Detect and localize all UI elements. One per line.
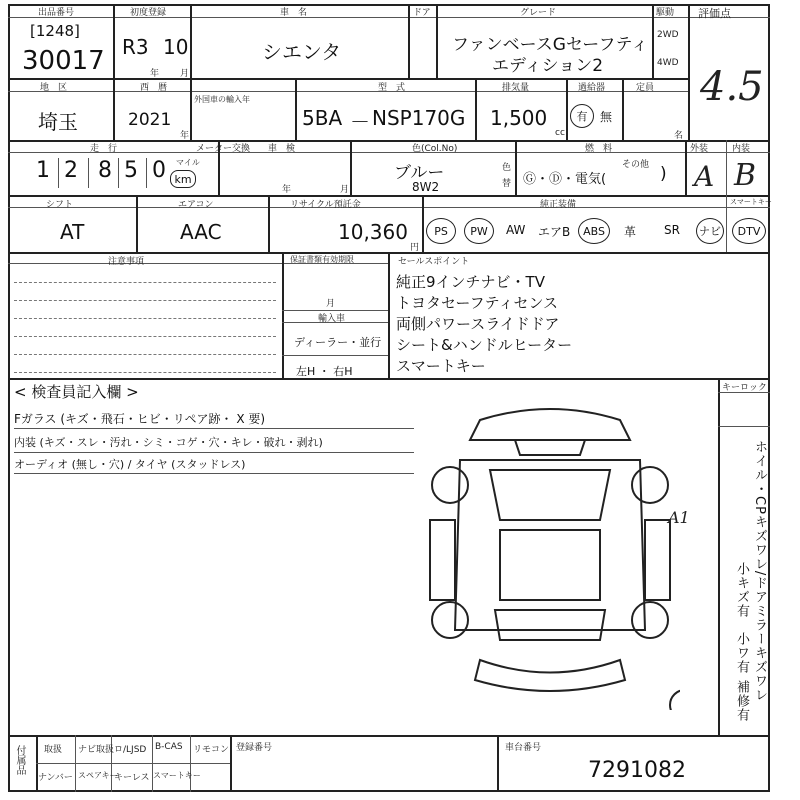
footer-label: B-CAS — [155, 742, 183, 752]
divider — [685, 140, 687, 195]
color: ブルー — [394, 163, 445, 183]
side-note-2: 小キズ有 小ワ有 — [734, 562, 749, 674]
year-label: 西 暦 — [140, 83, 168, 93]
ac-label: エアコン — [178, 200, 214, 210]
divider — [230, 735, 232, 792]
keylock-label: キーロック — [722, 383, 767, 393]
drive-label: 駆動 — [656, 8, 675, 18]
divider — [515, 140, 517, 195]
shift: AT — [60, 220, 85, 244]
warranty-label: 保証書類有効期限 — [290, 255, 354, 264]
divider — [622, 78, 624, 140]
equipment-dtv — [732, 218, 766, 244]
capacity-label: 定員 — [636, 83, 655, 93]
footer-label: 取扱 — [44, 745, 63, 755]
sales-point: スマートキー — [396, 357, 486, 375]
footer-label: スマートキー — [153, 771, 201, 780]
region-label: 地 区 — [40, 83, 68, 93]
divider — [726, 140, 727, 195]
mileage-digit: 0 — [152, 158, 166, 183]
divider — [497, 735, 499, 792]
divider — [88, 158, 89, 188]
turbo-label: 過給器 — [578, 83, 606, 93]
first-reg-label: 初度登録 — [130, 8, 167, 18]
divider — [436, 4, 438, 78]
interior-grade: B — [734, 158, 757, 193]
steering-side: 左H ・ 右H — [296, 365, 353, 378]
divider — [295, 78, 297, 140]
shift-label: シフト — [46, 200, 74, 210]
month-suffix: 月 — [180, 69, 190, 79]
divider — [118, 158, 119, 188]
model-year-suffix: 年 — [180, 131, 190, 141]
mileage-digit: 8 — [98, 158, 112, 183]
side-note-3: 補修有 — [734, 680, 749, 722]
inspector-title: < 検査員記入欄 > — [14, 383, 139, 401]
divider — [8, 152, 770, 153]
equipment-sr: SR — [664, 223, 680, 237]
inspection-label: 車 検 — [268, 144, 296, 154]
km-unit-circle — [170, 170, 196, 188]
sales-point: 両側パワースライドドア — [396, 315, 560, 333]
year-suffix: 年 — [150, 69, 160, 79]
divider — [190, 78, 192, 140]
mile-unit: マイル — [176, 158, 200, 167]
divider — [718, 378, 720, 735]
side-note: ホイル・CPキズワレ/ドアミラーキズワレ — [752, 440, 767, 703]
turbo-yes: 有 — [576, 110, 588, 123]
divider — [14, 473, 414, 474]
divider — [388, 252, 390, 378]
model-prefix: 5BA — [302, 106, 343, 130]
sales-point: シート&ハンドルヒーター — [396, 336, 573, 354]
chassis-number: 7291082 — [588, 758, 686, 783]
sales-points — [396, 272, 572, 377]
equipment-airbag: エアB — [538, 225, 571, 239]
model-code: NSP170G — [372, 106, 466, 130]
equipment-ps — [426, 218, 456, 244]
equipment-abs — [578, 218, 610, 244]
smart-key-label: スマートキー — [730, 198, 772, 206]
displacement-label: 排気量 — [502, 83, 530, 93]
mileage-digit: 2 — [64, 158, 78, 183]
model-dash: － — [350, 110, 370, 134]
divider — [36, 763, 230, 764]
divider — [14, 372, 276, 373]
model-year: 2021 — [128, 110, 172, 130]
divider — [8, 140, 770, 142]
divider — [58, 158, 59, 188]
chassis-label: 車台番号 — [505, 743, 542, 753]
fuel-label: 燃 料 — [585, 144, 613, 154]
equipment-list — [424, 212, 770, 252]
cc-unit: cc — [555, 128, 565, 138]
divider — [146, 158, 147, 188]
exterior-label: 外装 — [690, 144, 709, 154]
divider — [8, 735, 770, 737]
equipment-text: ABS — [583, 224, 605, 238]
footer-label: ナンバー — [38, 773, 73, 783]
lot-number-label: 出品番号 — [38, 8, 75, 18]
mileage-digits — [30, 156, 170, 190]
grade-line-1: ファンベースGセーフティ — [452, 35, 649, 55]
registration-label: 登録番号 — [236, 743, 273, 753]
footer-label: リモコン — [193, 745, 230, 755]
drive-4wd: 4WD — [657, 58, 679, 68]
era-year: R3 — [122, 35, 149, 59]
dealer-parallel: ディーラー・並行 — [294, 336, 382, 349]
color-code: 8W2 — [412, 180, 440, 194]
equipment-leather: 革 — [624, 225, 637, 239]
inspect-month: 月 — [340, 185, 350, 195]
color-change-2: 替 — [502, 179, 512, 189]
fuel-options: Ⓖ・Ⓓ・電気( — [523, 172, 607, 187]
equipment-label: 純正装備 — [540, 200, 577, 210]
accessories-label: 付属品 — [14, 745, 25, 775]
divider — [566, 78, 568, 140]
divider — [718, 426, 770, 427]
divider — [282, 355, 388, 356]
divider — [652, 4, 654, 78]
footer-label: スペアキー — [78, 771, 118, 780]
turbo-no: 無 — [600, 110, 613, 124]
car-diagram — [420, 400, 680, 710]
footer-label: ナビ取扱 — [78, 745, 115, 755]
yen-unit: 円 — [410, 243, 420, 253]
divider — [8, 195, 770, 197]
divider — [8, 378, 770, 380]
divider — [14, 452, 414, 453]
lot-small-number: [1248] — [30, 22, 80, 40]
divider — [688, 4, 690, 140]
divider — [14, 428, 414, 429]
lot-number: 30017 — [22, 46, 105, 76]
car-name-label: 車 名 — [280, 8, 308, 18]
capacity-suffix: 名 — [674, 131, 684, 141]
mileage-label: 走 行 — [90, 144, 118, 154]
region: 埼玉 — [38, 110, 78, 134]
import-year-label: 外国車の輸入年 — [194, 95, 250, 104]
interior-label: 内装 — [732, 144, 751, 154]
mileage-digit: 1 — [36, 158, 50, 183]
divider — [14, 336, 276, 337]
divider — [113, 4, 115, 140]
grade-line-2: エディション2 — [492, 56, 604, 76]
color-label: 色(Col.No) — [412, 144, 458, 154]
divider — [14, 354, 276, 355]
car-name: シエンタ — [262, 40, 342, 64]
km-unit: km — [174, 172, 192, 186]
exterior-grade: A — [694, 160, 715, 193]
reg-month: 10 — [163, 35, 189, 59]
divider — [350, 140, 352, 195]
divider — [14, 300, 276, 301]
fuel-other: その他 — [622, 160, 650, 170]
audio-tire-line: オーディオ (無し・穴) / タイヤ (スタッドレス) — [14, 458, 246, 471]
displacement: 1,500 — [490, 106, 548, 130]
diagram-mark: A1 — [668, 508, 690, 527]
equipment-pw — [464, 218, 494, 244]
mileage-digit: 5 — [124, 158, 138, 183]
sales-point: 純正9インチナビ・TV — [396, 273, 545, 291]
model-label: 型 式 — [378, 83, 406, 93]
recycle-label: リサイクル預託金 — [290, 200, 361, 210]
footer-label: キーレス — [114, 773, 150, 783]
divider — [8, 207, 770, 208]
divider — [14, 318, 276, 319]
color-change: 色 — [502, 163, 512, 173]
equipment-text: ナビ — [699, 225, 721, 238]
divider — [282, 252, 284, 378]
grade-label: グレード — [520, 8, 557, 18]
interior-line: 内装 (キズ・スレ・汚れ・シミ・コゲ・穴・キレ・破れ・剥れ) — [14, 436, 323, 449]
equipment-aw: AW — [506, 223, 526, 237]
equipment-text: PS — [434, 224, 448, 238]
sales-point: トヨタセーフティセンス — [396, 294, 559, 312]
air-conditioner: AAC — [180, 220, 222, 244]
fuel-close: ) — [660, 164, 667, 184]
divider — [268, 195, 270, 252]
equipment-navi — [696, 218, 724, 244]
import-car-label: 輸入車 — [318, 314, 346, 324]
sales-point-label: セールスポイント — [398, 257, 470, 267]
meter-change-label: メーター交換 — [196, 144, 251, 154]
equipment-text: DTV — [737, 224, 761, 238]
recycle-deposit: 10,360 — [338, 220, 408, 244]
score-value: 4.5 — [700, 64, 764, 110]
divider — [136, 195, 138, 252]
divider — [14, 282, 276, 283]
equipment-text: PW — [470, 224, 488, 238]
drive-2wd: 2WD — [657, 30, 679, 40]
door-label: ドア — [413, 8, 431, 18]
score-label: 評価点 — [698, 7, 731, 20]
inspect-year: 年 — [282, 185, 292, 195]
turbo-yes-circle — [570, 104, 594, 128]
caution-label: 注意事項 — [108, 257, 145, 267]
warranty-month: 月 — [326, 299, 336, 309]
divider — [475, 78, 477, 140]
footer-label: ロ/LJSD — [114, 745, 147, 755]
divider — [190, 4, 192, 78]
divider — [408, 4, 410, 78]
windshield-line: Fガラス (キズ・飛石・ヒビ・リペア跡・ X 要) — [14, 412, 266, 426]
